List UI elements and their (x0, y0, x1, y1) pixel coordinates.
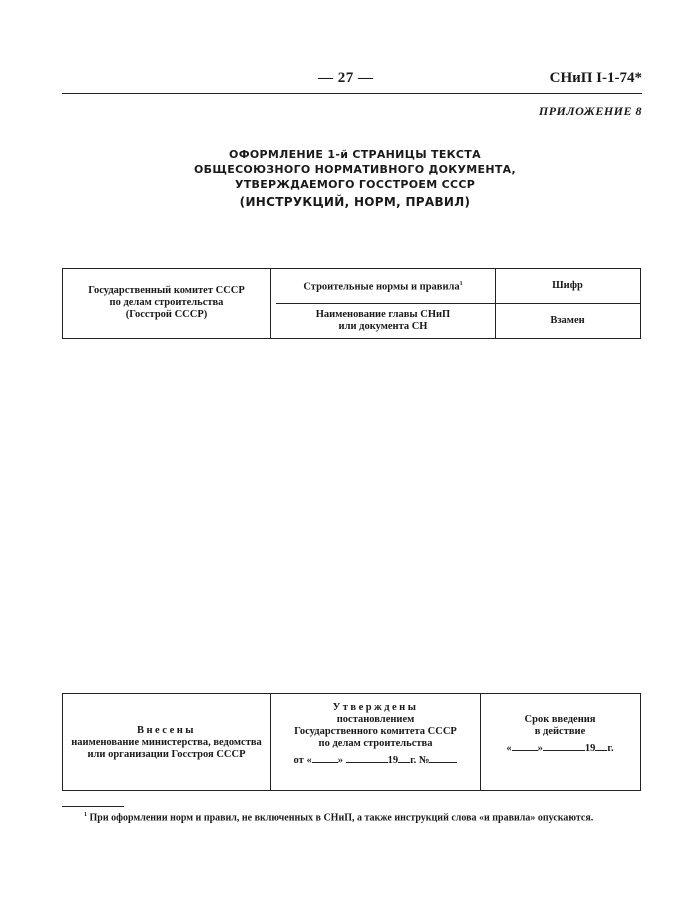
year-prefix: 19 (584, 742, 596, 754)
title-page-header-table (62, 268, 641, 339)
title-line-1: ОФОРМЛЕНИЕ 1-й СТРАНИЦЫ ТЕКСТА (229, 148, 481, 161)
replaces-cell: Взамен (550, 314, 585, 326)
norms-cell (271, 269, 495, 303)
submitted-by-cell (63, 700, 270, 786)
footnote-mark: 1 (459, 281, 463, 288)
footnote (84, 812, 644, 823)
approval-date-field (294, 753, 458, 767)
appendix-label: ПРИЛОЖЕНИЕ 8 (538, 104, 642, 118)
month-blank (346, 753, 388, 763)
norms-label: Строительные нормы и правила (303, 281, 460, 293)
page-number: — 27 — (318, 70, 374, 86)
number-blank (429, 753, 457, 763)
document-code: СНиП I-1-74* (549, 70, 642, 86)
number-sign: № (418, 754, 430, 766)
submitted-line-2: или организации Госстроя СССР (87, 749, 246, 760)
chapter-line-2: или документа СН (338, 320, 428, 332)
approved-line-2: Государственного комитета СССР (294, 725, 457, 737)
effective-date-cell (481, 694, 639, 774)
footnote-divider (62, 806, 124, 807)
close-quote: » (537, 742, 543, 754)
year-prefix: 19 (387, 754, 399, 766)
issuer-cell (63, 269, 270, 337)
year-suffix: г. (410, 754, 417, 766)
footnote-mark: 1 (84, 812, 87, 818)
issuer-line-1: Государственный комитет СССР (88, 285, 245, 296)
open-quote: « (506, 742, 512, 754)
issuer-line-2: по делам строительства (109, 297, 224, 308)
footnote-text: При оформлении норм и правил, не включенных в СНиП, а также инструкций слова «и правила» опускаются. (89, 812, 594, 824)
approved-cell (271, 694, 480, 774)
effective-line-1: Срок введения (524, 713, 596, 725)
title-subtitle: (ИНСТРУКЦИЙ, НОРМ, ПРАВИЛ) (239, 195, 471, 209)
approved-line-3: по делам строительства (318, 737, 433, 749)
year-suffix: г. (607, 742, 614, 754)
title-line-3: УТВЕРЖДАЕМОГО ГОССТРОЕМ СССР (234, 178, 476, 191)
year-blank (398, 753, 410, 763)
effective-line-2: в действие (534, 725, 586, 737)
year-blank (595, 741, 607, 751)
chapter-name-cell (271, 304, 495, 337)
month-blank (543, 741, 585, 751)
submitted-heading: Внесены (136, 725, 197, 736)
page-title (160, 147, 550, 210)
approval-table (62, 693, 641, 791)
open-quote: « (306, 754, 312, 766)
approved-line-1: постановлением (336, 713, 415, 725)
issuer-line-3: (Госстрой СССР) (125, 309, 208, 320)
from-label: от (293, 754, 304, 766)
code-cell: Шифр (552, 280, 583, 291)
day-blank (312, 753, 338, 763)
title-line-2: ОБЩЕСОЮЗНОГО НОРМАТИВНОГО ДОКУМЕНТА, (194, 163, 516, 176)
chapter-line-1: Наименование главы СНиП (315, 308, 451, 320)
approved-heading: Утверждены (332, 701, 419, 713)
day-blank (512, 741, 538, 751)
header-divider (62, 93, 642, 94)
submitted-line-1: наименование министерства, ведомства (71, 737, 262, 748)
effective-date-field (506, 741, 613, 755)
close-quote: » (337, 754, 343, 766)
